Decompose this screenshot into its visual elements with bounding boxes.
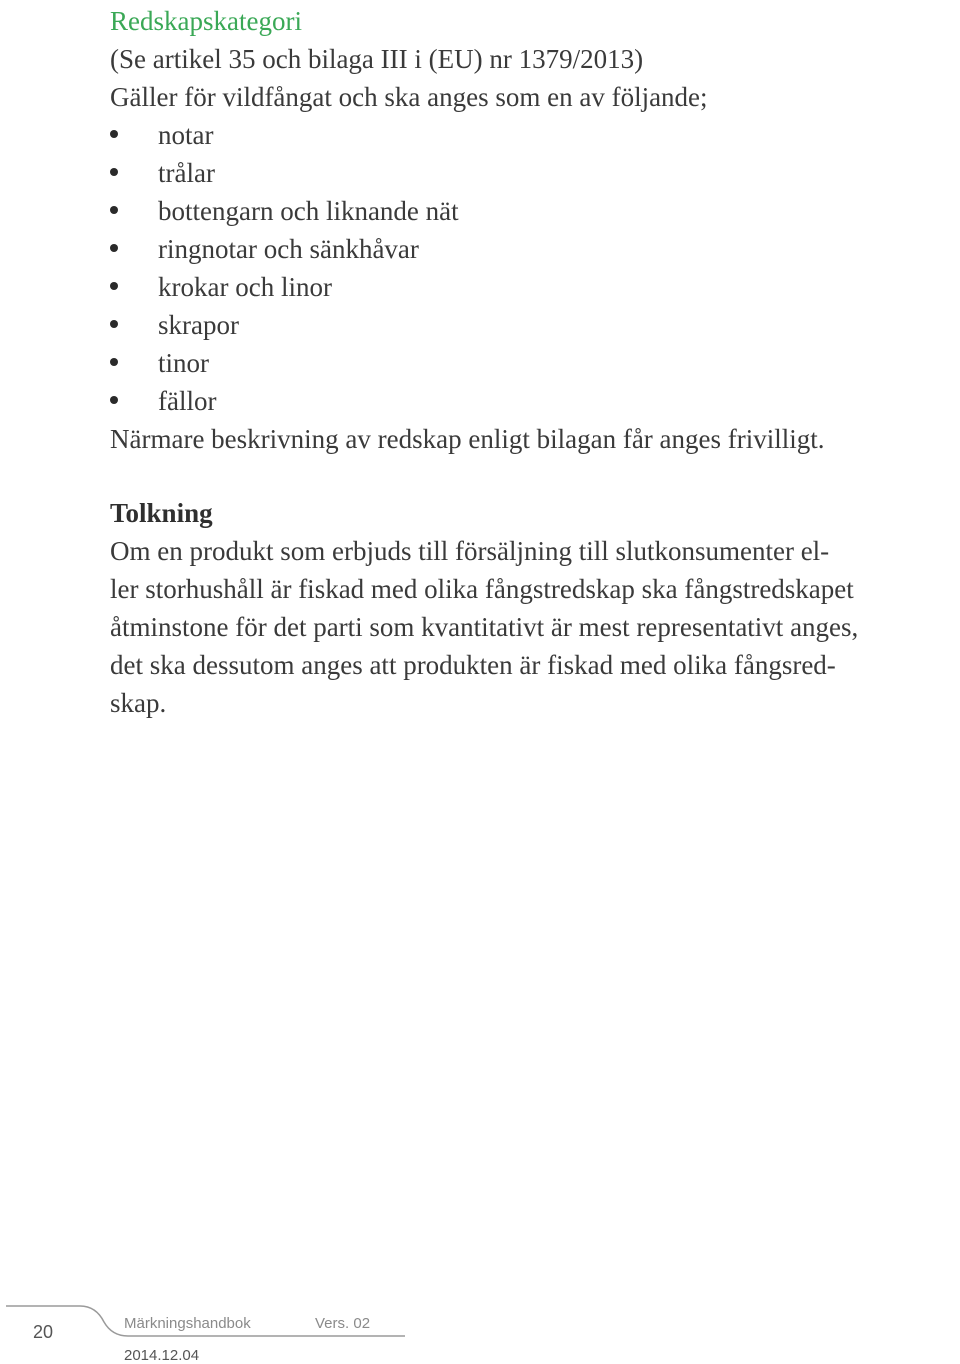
bullet-icon xyxy=(110,206,118,214)
bullet-icon xyxy=(110,282,118,290)
section-spacer xyxy=(110,458,960,494)
intro-text: Gäller för vildfångat och ska anges som en av följande; xyxy=(110,82,708,112)
list-item: trålar xyxy=(110,154,960,192)
list-item: notar xyxy=(110,116,960,154)
bullet-icon xyxy=(110,244,118,252)
bullet-icon xyxy=(110,320,118,328)
bullet-icon xyxy=(110,130,118,138)
footer-version: Vers. 02 xyxy=(315,1315,371,1332)
list-item: fällor xyxy=(110,382,960,420)
paragraph-line: ler storhushåll är fiskad med olika fångstredskap ska fångstredskapet xyxy=(110,574,854,604)
paragraph-line: skap. xyxy=(110,688,167,718)
optional-description-note: Närmare beskrivning av redskap enligt bilagan får anges frivilligt. xyxy=(110,424,825,454)
section-heading-redskapskategori: Redskapskategori xyxy=(110,6,302,36)
bullet-icon xyxy=(110,396,118,404)
gear-category-list xyxy=(110,116,960,420)
list-item: skrapor xyxy=(110,306,960,344)
interpretation-paragraph xyxy=(110,532,960,722)
footer-document-title: Märkningshandbok xyxy=(124,1315,251,1332)
list-item: bottengarn och liknande nät xyxy=(110,192,960,230)
list-item: tinor xyxy=(110,344,960,382)
bullet-icon xyxy=(110,358,118,366)
section-heading-tolkning: Tolkning xyxy=(110,498,213,528)
list-item: ringnotar och sänkhåvar xyxy=(110,230,960,268)
bullet-icon xyxy=(110,168,118,176)
footer-date: 2014.12.04 xyxy=(124,1347,200,1364)
document-body xyxy=(110,0,960,722)
paragraph-line: det ska dessutom anges att produkten är fiskad med olika fångsred- xyxy=(110,650,836,680)
page-number: 20 xyxy=(33,1322,54,1342)
paragraph-line: åtminstone för det parti som kvantitativt är mest representativt anges, xyxy=(110,612,859,642)
paragraph-line: Om en produkt som erbjuds till försäljning till slutkonsumenter el- xyxy=(110,536,830,566)
regulation-reference: (Se artikel 35 och bilaga III i (EU) nr 1379/2013) xyxy=(110,44,644,74)
list-item: krokar och linor xyxy=(110,268,960,306)
page-footer xyxy=(0,1300,960,1362)
